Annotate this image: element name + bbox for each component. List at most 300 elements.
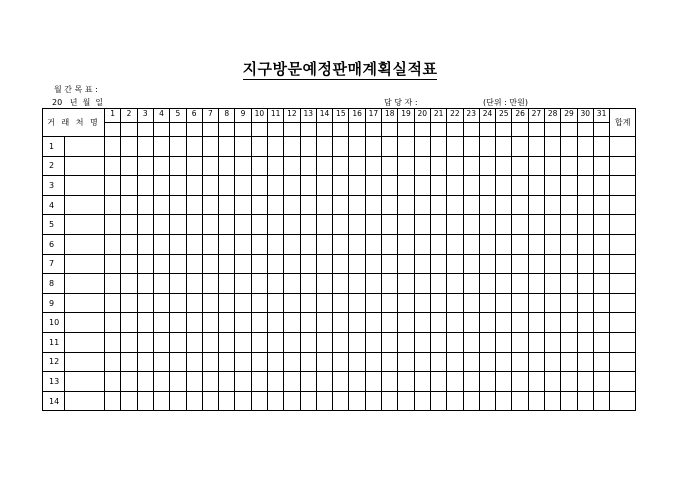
day-value-cell[interactable] [235, 293, 251, 313]
day-value-cell[interactable] [349, 372, 365, 392]
day-value-cell[interactable] [496, 313, 512, 333]
day-value-cell[interactable] [251, 372, 267, 392]
day-value-cell[interactable] [284, 293, 300, 313]
day-value-cell[interactable] [333, 274, 349, 294]
day-value-cell[interactable] [593, 352, 609, 372]
day-subheader-cell[interactable] [382, 123, 398, 137]
day-value-cell[interactable] [561, 215, 577, 235]
day-value-cell[interactable] [105, 176, 121, 196]
day-value-cell[interactable] [105, 156, 121, 176]
day-subheader-cell[interactable] [235, 123, 251, 137]
day-value-cell[interactable] [235, 176, 251, 196]
day-value-cell[interactable] [170, 332, 186, 352]
client-name-cell[interactable] [65, 195, 105, 215]
day-subheader-cell[interactable] [153, 123, 169, 137]
day-value-cell[interactable] [202, 332, 218, 352]
day-value-cell[interactable] [153, 313, 169, 333]
day-value-cell[interactable] [267, 313, 283, 333]
day-value-cell[interactable] [316, 293, 332, 313]
day-value-cell[interactable] [267, 215, 283, 235]
day-subheader-cell[interactable] [398, 123, 414, 137]
day-value-cell[interactable] [186, 176, 202, 196]
day-value-cell[interactable] [170, 293, 186, 313]
day-value-cell[interactable] [284, 137, 300, 157]
total-cell[interactable] [610, 234, 636, 254]
day-value-cell[interactable] [545, 176, 561, 196]
day-value-cell[interactable] [479, 176, 495, 196]
day-value-cell[interactable] [121, 215, 137, 235]
day-value-cell[interactable] [398, 195, 414, 215]
day-value-cell[interactable] [365, 215, 381, 235]
day-value-cell[interactable] [365, 274, 381, 294]
day-value-cell[interactable] [186, 313, 202, 333]
day-value-cell[interactable] [528, 215, 544, 235]
day-value-cell[interactable] [512, 391, 528, 411]
day-value-cell[interactable] [284, 254, 300, 274]
day-value-cell[interactable] [300, 332, 316, 352]
day-value-cell[interactable] [447, 352, 463, 372]
day-value-cell[interactable] [528, 313, 544, 333]
day-value-cell[interactable] [545, 234, 561, 254]
day-value-cell[interactable] [219, 332, 235, 352]
day-value-cell[interactable] [463, 254, 479, 274]
day-value-cell[interactable] [447, 391, 463, 411]
day-value-cell[interactable] [365, 176, 381, 196]
day-value-cell[interactable] [105, 372, 121, 392]
day-value-cell[interactable] [479, 254, 495, 274]
day-value-cell[interactable] [153, 391, 169, 411]
day-value-cell[interactable] [545, 293, 561, 313]
day-value-cell[interactable] [365, 254, 381, 274]
day-value-cell[interactable] [284, 156, 300, 176]
day-value-cell[interactable] [137, 293, 153, 313]
day-value-cell[interactable] [447, 274, 463, 294]
day-value-cell[interactable] [235, 137, 251, 157]
client-name-cell[interactable] [65, 215, 105, 235]
day-value-cell[interactable] [496, 215, 512, 235]
day-value-cell[interactable] [202, 293, 218, 313]
day-value-cell[interactable] [398, 234, 414, 254]
day-value-cell[interactable] [105, 332, 121, 352]
day-value-cell[interactable] [284, 391, 300, 411]
day-value-cell[interactable] [561, 234, 577, 254]
day-value-cell[interactable] [593, 176, 609, 196]
day-value-cell[interactable] [137, 254, 153, 274]
day-value-cell[interactable] [186, 215, 202, 235]
day-value-cell[interactable] [251, 391, 267, 411]
day-value-cell[interactable] [545, 372, 561, 392]
day-value-cell[interactable] [219, 176, 235, 196]
day-value-cell[interactable] [430, 156, 446, 176]
day-value-cell[interactable] [382, 215, 398, 235]
day-value-cell[interactable] [545, 313, 561, 333]
day-value-cell[interactable] [137, 313, 153, 333]
day-value-cell[interactable] [561, 137, 577, 157]
day-value-cell[interactable] [528, 293, 544, 313]
day-value-cell[interactable] [496, 156, 512, 176]
day-value-cell[interactable] [479, 332, 495, 352]
day-value-cell[interactable] [170, 156, 186, 176]
day-subheader-cell[interactable] [512, 123, 528, 137]
day-value-cell[interactable] [512, 313, 528, 333]
day-value-cell[interactable] [170, 352, 186, 372]
day-value-cell[interactable] [545, 391, 561, 411]
day-value-cell[interactable] [251, 332, 267, 352]
day-value-cell[interactable] [137, 156, 153, 176]
day-value-cell[interactable] [447, 293, 463, 313]
day-value-cell[interactable] [382, 313, 398, 333]
day-value-cell[interactable] [105, 137, 121, 157]
day-value-cell[interactable] [153, 352, 169, 372]
day-value-cell[interactable] [333, 176, 349, 196]
day-value-cell[interactable] [528, 332, 544, 352]
day-value-cell[interactable] [316, 372, 332, 392]
day-value-cell[interactable] [153, 332, 169, 352]
day-value-cell[interactable] [153, 254, 169, 274]
day-value-cell[interactable] [545, 195, 561, 215]
day-value-cell[interactable] [219, 352, 235, 372]
day-value-cell[interactable] [382, 137, 398, 157]
day-value-cell[interactable] [235, 215, 251, 235]
day-value-cell[interactable] [382, 156, 398, 176]
day-value-cell[interactable] [561, 391, 577, 411]
day-value-cell[interactable] [577, 254, 593, 274]
day-value-cell[interactable] [186, 195, 202, 215]
day-value-cell[interactable] [528, 274, 544, 294]
day-value-cell[interactable] [398, 352, 414, 372]
day-value-cell[interactable] [365, 156, 381, 176]
day-value-cell[interactable] [186, 234, 202, 254]
day-value-cell[interactable] [447, 156, 463, 176]
day-value-cell[interactable] [577, 274, 593, 294]
day-subheader-cell[interactable] [463, 123, 479, 137]
client-name-cell[interactable] [65, 352, 105, 372]
day-subheader-cell[interactable] [105, 123, 121, 137]
total-cell[interactable] [610, 195, 636, 215]
day-value-cell[interactable] [170, 391, 186, 411]
day-value-cell[interactable] [170, 274, 186, 294]
day-value-cell[interactable] [333, 293, 349, 313]
day-value-cell[interactable] [251, 313, 267, 333]
day-value-cell[interactable] [479, 352, 495, 372]
day-value-cell[interactable] [284, 313, 300, 333]
day-value-cell[interactable] [300, 176, 316, 196]
day-value-cell[interactable] [316, 215, 332, 235]
day-value-cell[interactable] [545, 215, 561, 235]
day-value-cell[interactable] [414, 195, 430, 215]
day-value-cell[interactable] [316, 274, 332, 294]
day-value-cell[interactable] [121, 332, 137, 352]
day-value-cell[interactable] [577, 137, 593, 157]
day-value-cell[interactable] [577, 234, 593, 254]
day-value-cell[interactable] [349, 293, 365, 313]
day-value-cell[interactable] [430, 313, 446, 333]
day-value-cell[interactable] [349, 274, 365, 294]
day-value-cell[interactable] [316, 176, 332, 196]
day-value-cell[interactable] [593, 137, 609, 157]
day-value-cell[interactable] [105, 215, 121, 235]
day-value-cell[interactable] [447, 137, 463, 157]
day-value-cell[interactable] [235, 156, 251, 176]
day-value-cell[interactable] [414, 176, 430, 196]
day-value-cell[interactable] [300, 137, 316, 157]
day-value-cell[interactable] [251, 234, 267, 254]
day-subheader-cell[interactable] [414, 123, 430, 137]
day-value-cell[interactable] [219, 137, 235, 157]
day-value-cell[interactable] [561, 195, 577, 215]
day-value-cell[interactable] [300, 215, 316, 235]
day-value-cell[interactable] [202, 195, 218, 215]
day-value-cell[interactable] [463, 137, 479, 157]
day-value-cell[interactable] [284, 352, 300, 372]
day-value-cell[interactable] [545, 332, 561, 352]
day-value-cell[interactable] [316, 313, 332, 333]
day-value-cell[interactable] [316, 352, 332, 372]
total-cell[interactable] [610, 352, 636, 372]
day-subheader-cell[interactable] [186, 123, 202, 137]
day-value-cell[interactable] [284, 274, 300, 294]
day-value-cell[interactable] [316, 195, 332, 215]
day-value-cell[interactable] [170, 215, 186, 235]
day-value-cell[interactable] [153, 156, 169, 176]
day-value-cell[interactable] [430, 254, 446, 274]
day-value-cell[interactable] [528, 176, 544, 196]
day-value-cell[interactable] [316, 156, 332, 176]
day-value-cell[interactable] [463, 391, 479, 411]
day-value-cell[interactable] [202, 391, 218, 411]
day-value-cell[interactable] [365, 313, 381, 333]
day-value-cell[interactable] [333, 156, 349, 176]
day-value-cell[interactable] [235, 352, 251, 372]
day-value-cell[interactable] [170, 372, 186, 392]
day-value-cell[interactable] [545, 274, 561, 294]
day-value-cell[interactable] [300, 254, 316, 274]
day-value-cell[interactable] [251, 293, 267, 313]
day-value-cell[interactable] [479, 137, 495, 157]
day-value-cell[interactable] [512, 332, 528, 352]
day-value-cell[interactable] [512, 352, 528, 372]
day-value-cell[interactable] [153, 372, 169, 392]
day-subheader-cell[interactable] [430, 123, 446, 137]
day-value-cell[interactable] [496, 332, 512, 352]
day-value-cell[interactable] [251, 195, 267, 215]
day-value-cell[interactable] [528, 156, 544, 176]
day-value-cell[interactable] [333, 352, 349, 372]
day-value-cell[interactable] [463, 234, 479, 254]
day-value-cell[interactable] [300, 195, 316, 215]
day-value-cell[interactable] [512, 234, 528, 254]
day-value-cell[interactable] [316, 332, 332, 352]
day-value-cell[interactable] [284, 234, 300, 254]
day-value-cell[interactable] [593, 313, 609, 333]
day-subheader-cell[interactable] [365, 123, 381, 137]
day-value-cell[interactable] [430, 195, 446, 215]
day-value-cell[interactable] [398, 254, 414, 274]
day-subheader-cell[interactable] [121, 123, 137, 137]
day-value-cell[interactable] [561, 176, 577, 196]
day-value-cell[interactable] [349, 352, 365, 372]
day-subheader-cell[interactable] [219, 123, 235, 137]
day-value-cell[interactable] [105, 195, 121, 215]
day-value-cell[interactable] [170, 313, 186, 333]
day-value-cell[interactable] [153, 274, 169, 294]
day-value-cell[interactable] [414, 215, 430, 235]
day-value-cell[interactable] [593, 156, 609, 176]
day-value-cell[interactable] [577, 332, 593, 352]
day-value-cell[interactable] [333, 137, 349, 157]
day-value-cell[interactable] [512, 254, 528, 274]
day-value-cell[interactable] [137, 195, 153, 215]
total-cell[interactable] [610, 215, 636, 235]
day-value-cell[interactable] [593, 254, 609, 274]
day-value-cell[interactable] [333, 234, 349, 254]
day-value-cell[interactable] [349, 137, 365, 157]
day-value-cell[interactable] [284, 176, 300, 196]
day-value-cell[interactable] [577, 391, 593, 411]
day-value-cell[interactable] [186, 352, 202, 372]
day-value-cell[interactable] [284, 372, 300, 392]
day-value-cell[interactable] [365, 391, 381, 411]
day-value-cell[interactable] [219, 313, 235, 333]
day-value-cell[interactable] [235, 195, 251, 215]
day-value-cell[interactable] [561, 274, 577, 294]
day-value-cell[interactable] [267, 195, 283, 215]
day-value-cell[interactable] [170, 137, 186, 157]
day-value-cell[interactable] [561, 156, 577, 176]
day-value-cell[interactable] [430, 391, 446, 411]
day-value-cell[interactable] [398, 391, 414, 411]
day-subheader-cell[interactable] [316, 123, 332, 137]
day-value-cell[interactable] [382, 293, 398, 313]
day-value-cell[interactable] [479, 195, 495, 215]
day-value-cell[interactable] [577, 372, 593, 392]
day-value-cell[interactable] [545, 137, 561, 157]
day-value-cell[interactable] [463, 293, 479, 313]
day-value-cell[interactable] [496, 195, 512, 215]
day-value-cell[interactable] [561, 313, 577, 333]
total-cell[interactable] [610, 137, 636, 157]
day-value-cell[interactable] [577, 313, 593, 333]
day-value-cell[interactable] [219, 372, 235, 392]
day-value-cell[interactable] [365, 195, 381, 215]
day-value-cell[interactable] [349, 313, 365, 333]
client-name-cell[interactable] [65, 391, 105, 411]
day-value-cell[interactable] [349, 234, 365, 254]
day-value-cell[interactable] [137, 391, 153, 411]
day-value-cell[interactable] [593, 234, 609, 254]
day-value-cell[interactable] [316, 234, 332, 254]
day-value-cell[interactable] [528, 195, 544, 215]
day-value-cell[interactable] [479, 293, 495, 313]
day-subheader-cell[interactable] [528, 123, 544, 137]
day-value-cell[interactable] [512, 195, 528, 215]
day-value-cell[interactable] [202, 372, 218, 392]
client-name-cell[interactable] [65, 372, 105, 392]
day-value-cell[interactable] [430, 352, 446, 372]
day-value-cell[interactable] [463, 195, 479, 215]
day-value-cell[interactable] [251, 254, 267, 274]
total-cell[interactable] [610, 313, 636, 333]
day-value-cell[interactable] [447, 215, 463, 235]
day-value-cell[interactable] [414, 313, 430, 333]
day-subheader-cell[interactable] [545, 123, 561, 137]
day-value-cell[interactable] [186, 137, 202, 157]
total-cell[interactable] [610, 372, 636, 392]
day-value-cell[interactable] [235, 332, 251, 352]
day-value-cell[interactable] [528, 254, 544, 274]
day-value-cell[interactable] [105, 352, 121, 372]
day-value-cell[interactable] [235, 274, 251, 294]
day-value-cell[interactable] [267, 352, 283, 372]
day-subheader-cell[interactable] [267, 123, 283, 137]
day-value-cell[interactable] [512, 274, 528, 294]
day-value-cell[interactable] [267, 274, 283, 294]
day-value-cell[interactable] [430, 215, 446, 235]
day-value-cell[interactable] [153, 215, 169, 235]
day-value-cell[interactable] [202, 156, 218, 176]
day-value-cell[interactable] [561, 332, 577, 352]
day-value-cell[interactable] [137, 332, 153, 352]
day-value-cell[interactable] [121, 156, 137, 176]
day-value-cell[interactable] [528, 352, 544, 372]
day-value-cell[interactable] [349, 332, 365, 352]
day-value-cell[interactable] [121, 372, 137, 392]
day-value-cell[interactable] [577, 293, 593, 313]
day-value-cell[interactable] [463, 274, 479, 294]
client-name-cell[interactable] [65, 234, 105, 254]
day-value-cell[interactable] [496, 372, 512, 392]
day-subheader-cell[interactable] [333, 123, 349, 137]
day-value-cell[interactable] [105, 313, 121, 333]
day-value-cell[interactable] [267, 137, 283, 157]
day-value-cell[interactable] [382, 391, 398, 411]
day-value-cell[interactable] [219, 195, 235, 215]
day-value-cell[interactable] [333, 254, 349, 274]
day-value-cell[interactable] [300, 352, 316, 372]
day-value-cell[interactable] [202, 274, 218, 294]
day-value-cell[interactable] [186, 391, 202, 411]
day-value-cell[interactable] [121, 274, 137, 294]
day-value-cell[interactable] [251, 352, 267, 372]
day-value-cell[interactable] [316, 137, 332, 157]
day-value-cell[interactable] [414, 293, 430, 313]
day-value-cell[interactable] [137, 215, 153, 235]
day-subheader-cell[interactable] [496, 123, 512, 137]
day-value-cell[interactable] [512, 156, 528, 176]
day-value-cell[interactable] [382, 234, 398, 254]
day-value-cell[interactable] [528, 137, 544, 157]
day-value-cell[interactable] [398, 313, 414, 333]
day-value-cell[interactable] [267, 234, 283, 254]
client-name-cell[interactable] [65, 313, 105, 333]
day-value-cell[interactable] [300, 234, 316, 254]
day-value-cell[interactable] [349, 254, 365, 274]
client-name-cell[interactable] [65, 137, 105, 157]
day-value-cell[interactable] [463, 156, 479, 176]
day-value-cell[interactable] [300, 156, 316, 176]
day-value-cell[interactable] [105, 234, 121, 254]
day-value-cell[interactable] [219, 254, 235, 274]
day-value-cell[interactable] [398, 274, 414, 294]
day-value-cell[interactable] [267, 156, 283, 176]
day-value-cell[interactable] [593, 293, 609, 313]
day-value-cell[interactable] [137, 274, 153, 294]
day-subheader-cell[interactable] [577, 123, 593, 137]
day-value-cell[interactable] [153, 137, 169, 157]
day-value-cell[interactable] [349, 215, 365, 235]
day-value-cell[interactable] [267, 176, 283, 196]
day-value-cell[interactable] [430, 234, 446, 254]
